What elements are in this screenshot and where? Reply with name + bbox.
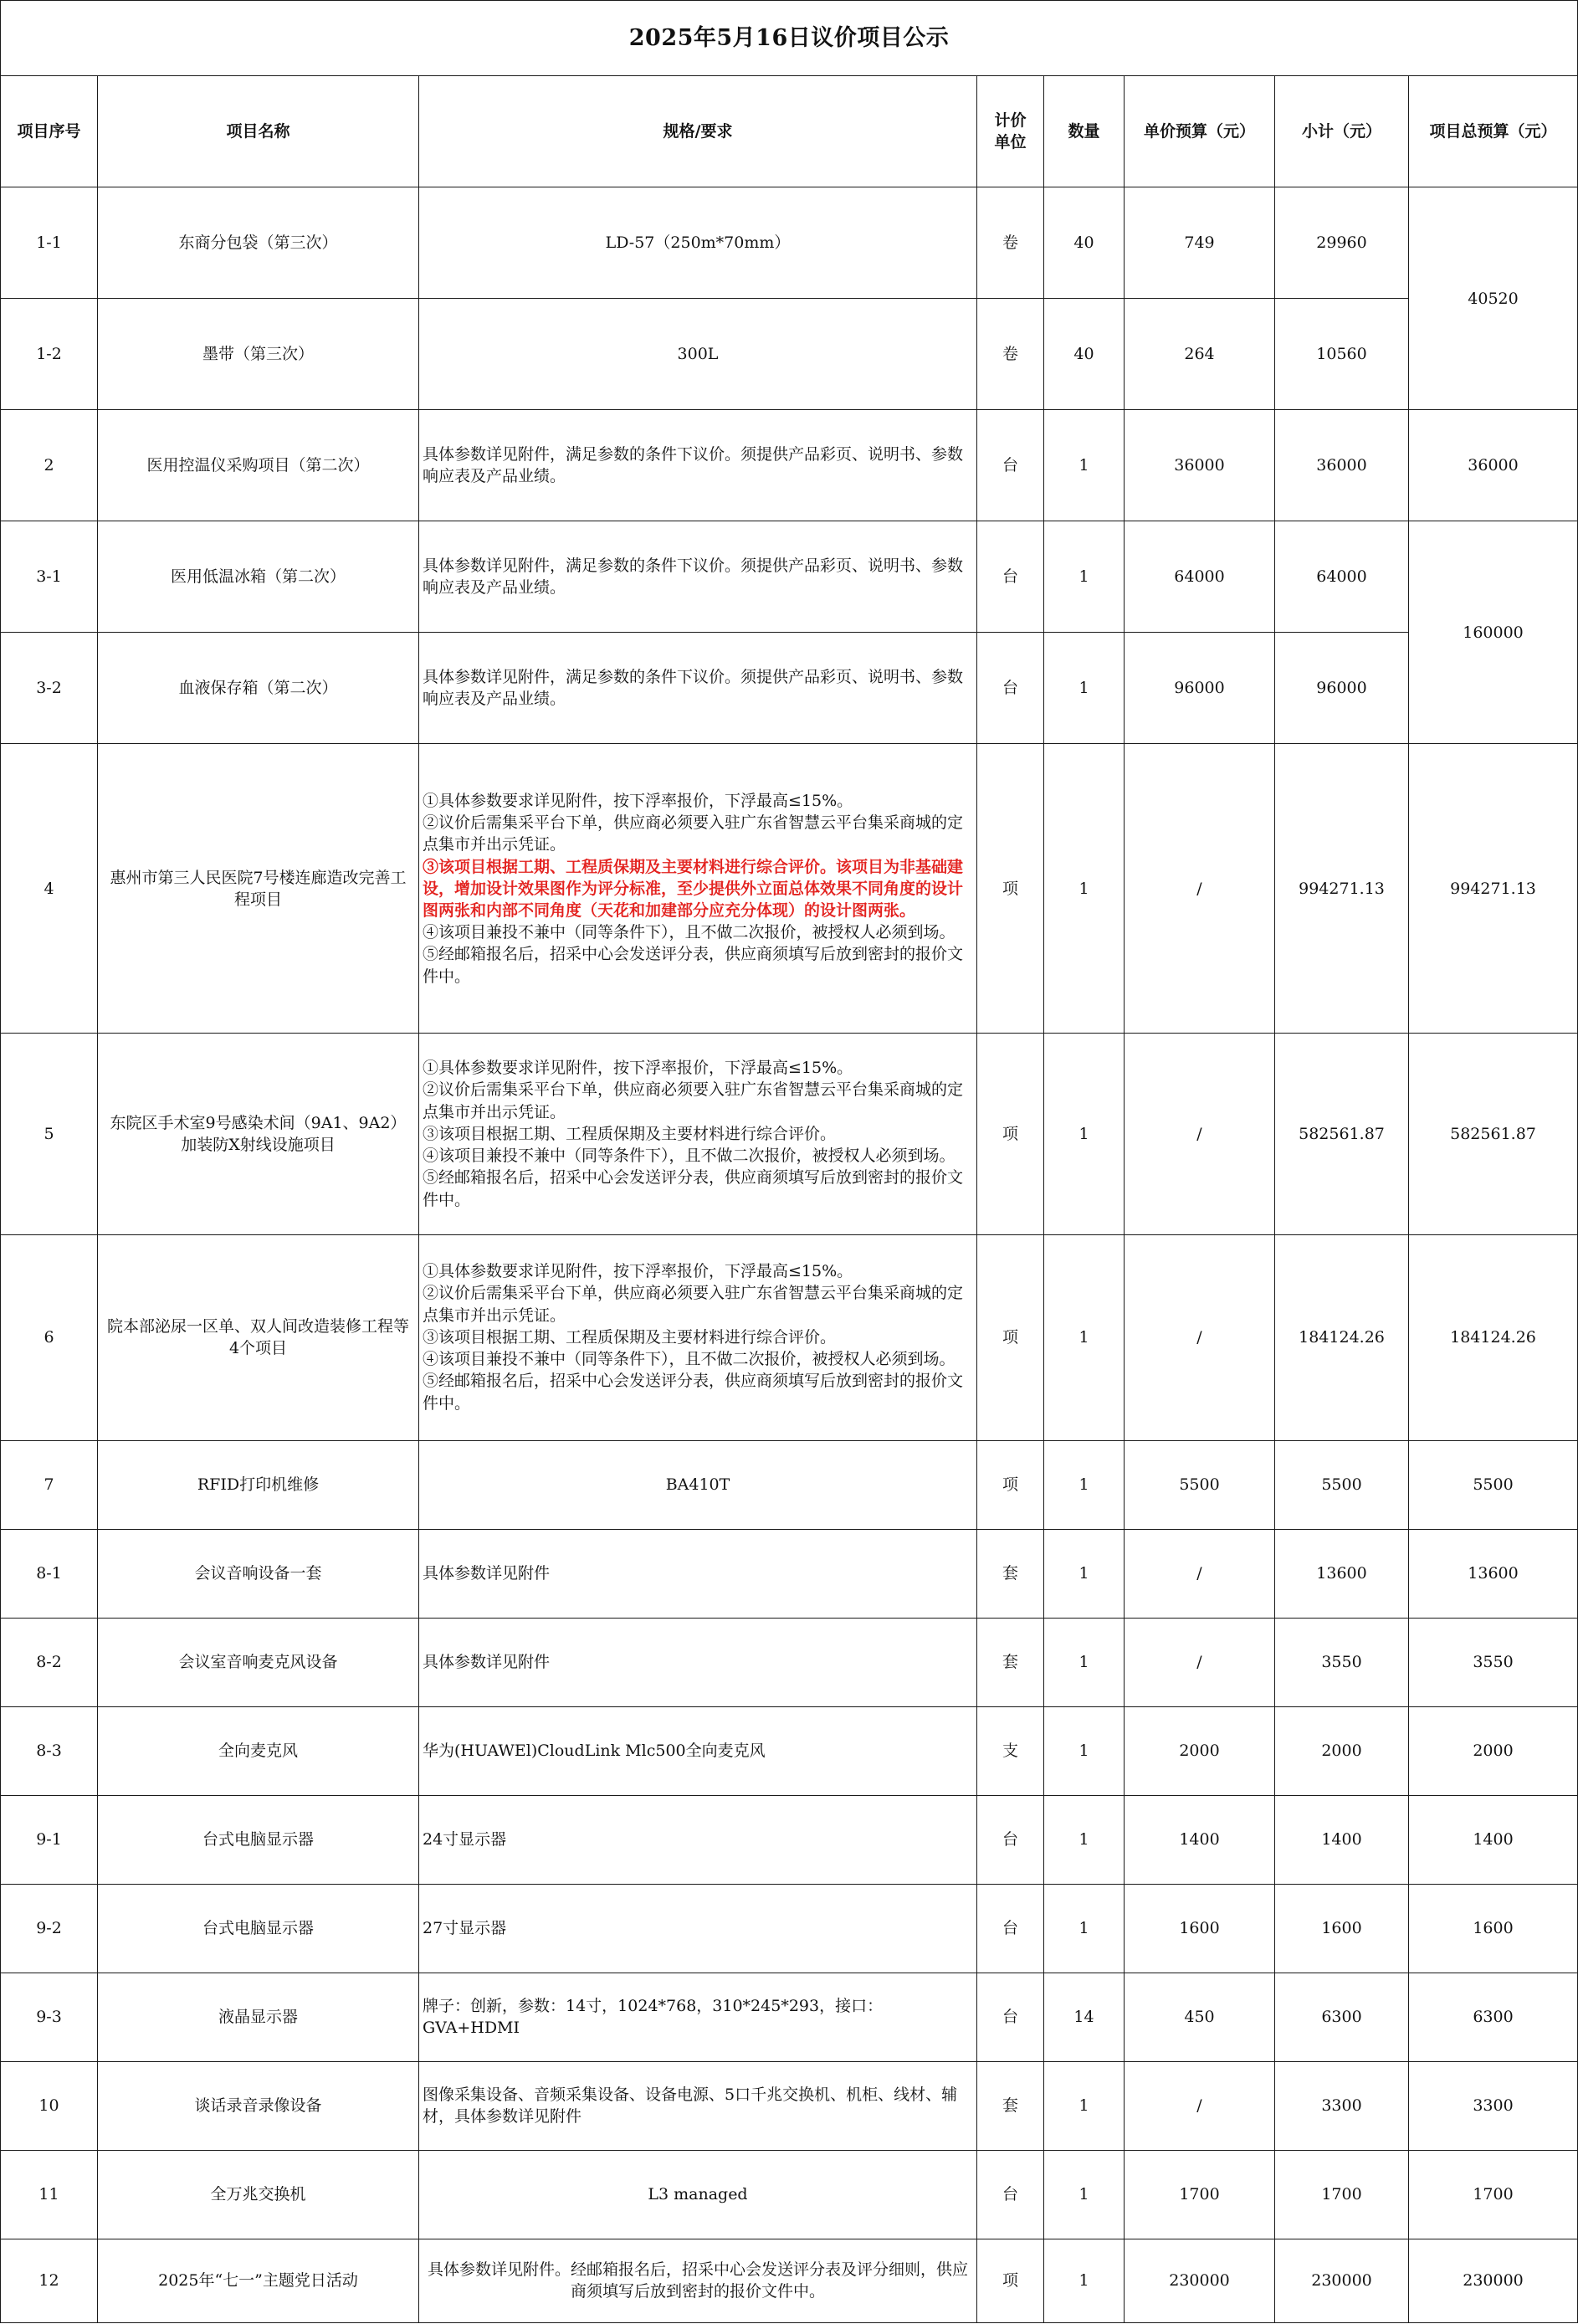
spec-line: 华为(HUAWEl)CloudLink Mlc500全向麦克风 (423, 1742, 766, 1761)
row-subtotal: 1400 (1275, 1795, 1409, 1884)
row-name: 台式电脑显示器 (98, 1884, 419, 1973)
row-subtotal: 582561.87 (1275, 1034, 1409, 1234)
row-total: 3300 (1409, 2061, 1578, 2150)
row-total: 3550 (1409, 1618, 1578, 1706)
spec-line: 具体参数详见附件，满足参数的条件下议价。须提供产品彩页、说明书、参数响应表及产品业绩。 (423, 444, 964, 486)
row-unit-price: 1700 (1125, 2150, 1275, 2239)
row-unit: 项 (977, 1440, 1044, 1529)
row-unit-price: / (1125, 744, 1275, 1034)
row-subtotal: 5500 (1275, 1440, 1409, 1529)
row-qty: 1 (1044, 1440, 1125, 1529)
row-seq: 1-1 (1, 187, 98, 299)
table-row (1, 410, 1578, 521)
row-unit: 台 (977, 1973, 1044, 2061)
row-unit-price: 5500 (1125, 1440, 1275, 1529)
row-qty: 1 (1044, 410, 1125, 521)
table-row (1, 2061, 1578, 2150)
table-row (1, 299, 1578, 410)
row-unit: 台 (977, 521, 1044, 633)
row-unit: 项 (977, 744, 1044, 1034)
row-spec (419, 1234, 977, 1440)
spec-line: 24寸显示器 (423, 1830, 507, 1849)
row-subtotal: 230000 (1275, 2239, 1409, 2322)
row-total: 994271.13 (1409, 744, 1578, 1034)
row-subtotal: 6300 (1275, 1973, 1409, 2061)
spec-line: ⑤经邮箱报名后，招采中心会发送评分表，供应商须填写后放到密封的报价文件中。 (423, 945, 964, 986)
row-seq: 1-2 (1, 299, 98, 410)
table-row (1, 633, 1578, 744)
row-qty: 1 (1044, 1795, 1125, 1884)
header-unit-text: 计价单位 (994, 110, 1027, 152)
row-seq: 2 (1, 410, 98, 521)
spec-line: 牌子：创新，参数：14寸，1024*768，310*245*293，接口：GVA+HDMI (423, 1997, 884, 2038)
row-seq: 5 (1, 1034, 98, 1234)
row-unit: 台 (977, 1795, 1044, 1884)
row-subtotal: 96000 (1275, 633, 1409, 744)
row-subtotal: 64000 (1275, 521, 1409, 633)
table-row (1, 1706, 1578, 1795)
row-subtotal: 1600 (1275, 1884, 1409, 1973)
spec-line: L3 managed (648, 2185, 748, 2204)
row-qty: 1 (1044, 1034, 1125, 1234)
row-seq: 9-3 (1, 1973, 98, 2061)
row-unit-price: 749 (1125, 187, 1275, 299)
row-unit-price: 64000 (1125, 521, 1275, 633)
spec-line: LD-57（250m*70mm） (605, 233, 791, 252)
row-unit-price: 450 (1125, 1973, 1275, 2061)
row-seq: 3-1 (1, 521, 98, 633)
spec-line: 图像采集设备、音频采集设备、设备电源、5口千兆交换机、机柜、线材、辅材，具体参数详见附件 (423, 2085, 958, 2126)
row-unit-price: 1400 (1125, 1795, 1275, 1884)
spec-line: 具体参数详见附件。经邮箱报名后，招采中心会发送评分表及评分细则，供应商须填写后放到密封的报价文件中。 (427, 2260, 968, 2301)
row-qty: 1 (1044, 2061, 1125, 2150)
row-unit: 套 (977, 2061, 1044, 2150)
row-seq: 12 (1, 2239, 98, 2322)
row-total: 160000 (1409, 521, 1578, 744)
spec-line: 27寸显示器 (423, 1919, 507, 1938)
table-row (1, 2239, 1578, 2322)
row-unit: 套 (977, 1618, 1044, 1706)
row-total: 5500 (1409, 1440, 1578, 1529)
spec-line: ①具体参数要求详见附件，按下浮率报价，下浮最高≤15%。 (423, 1262, 853, 1281)
row-subtotal: 994271.13 (1275, 744, 1409, 1034)
spec-line: ④该项目兼投不兼中（同等条件下），且不做二次报价，被授权人必须到场。 (423, 1147, 956, 1166)
header-spec: 规格/要求 (419, 76, 977, 187)
row-unit: 支 (977, 1706, 1044, 1795)
table-row (1, 1884, 1578, 1973)
spec-line: ①具体参数要求详见附件，按下浮率报价，下浮最高≤15%。 (423, 791, 853, 810)
row-qty: 40 (1044, 299, 1125, 410)
spec-line: ③该项目根据工期、工程质保期及主要材料进行综合评价。 (423, 1124, 837, 1143)
row-name: 谈话录音录像设备 (98, 2061, 419, 2150)
header-seq: 项目序号 (1, 76, 98, 187)
spec-line: 具体参数详见附件 (423, 1653, 551, 1672)
table-row (1, 187, 1578, 299)
spec-line: BA410T (665, 1475, 730, 1494)
row-unit-price: 230000 (1125, 2239, 1275, 2322)
row-total: 1700 (1409, 2150, 1578, 2239)
row-seq: 6 (1, 1234, 98, 1440)
row-spec (419, 1529, 977, 1618)
spec-line: 具体参数详见附件，满足参数的条件下议价。须提供产品彩页、说明书、参数响应表及产品业绩。 (423, 668, 964, 709)
row-unit: 卷 (977, 299, 1044, 410)
header-unit (977, 76, 1044, 187)
row-qty: 1 (1044, 1529, 1125, 1618)
table-row (1, 521, 1578, 633)
row-spec (419, 1618, 977, 1706)
row-name: 会议室音响麦克风设备 (98, 1618, 419, 1706)
row-seq: 7 (1, 1440, 98, 1529)
spec-line: ③该项目根据工期、工程质保期及主要材料进行综合评价。该项目为非基础建设，增加设计效果图作为评分标准，至少提供外立面总体效果不同角度的设计图两张和内部不同角度（天花和加建部分应充分体现）的设计图两张。 (423, 857, 964, 920)
row-qty: 1 (1044, 521, 1125, 633)
row-spec (419, 1795, 977, 1884)
row-spec (419, 2150, 977, 2239)
row-unit: 套 (977, 1529, 1044, 1618)
row-name: 台式电脑显示器 (98, 1795, 419, 1884)
table-row (1, 1973, 1578, 2061)
row-subtotal: 3550 (1275, 1618, 1409, 1706)
row-name: 液晶显示器 (98, 1973, 419, 2061)
row-name: 东院区手术室9号感染术间（9A1、9A2）加装防X射线设施项目 (98, 1034, 419, 1234)
spec-line: ⑤经邮箱报名后，招采中心会发送评分表，供应商须填写后放到密封的报价文件中。 (423, 1372, 964, 1413)
table-row (1, 1529, 1578, 1618)
spec-line: ②议价后需集采平台下单，供应商必须要入驻广东省智慧云平台集采商城的定点集市并出示凭证。 (423, 1284, 964, 1325)
row-seq: 4 (1, 744, 98, 1034)
header-subtotal: 小计（元） (1275, 76, 1409, 187)
page-title: 2025年5月16日议价项目公示 (1, 1, 1578, 76)
row-name: 血液保存箱（第二次） (98, 633, 419, 744)
row-qty: 1 (1044, 1618, 1125, 1706)
spec-line: 具体参数详见附件，满足参数的条件下议价。须提供产品彩页、说明书、参数响应表及产品业绩。 (423, 557, 964, 598)
row-seq: 8-2 (1, 1618, 98, 1706)
row-spec (419, 410, 977, 521)
header-name: 项目名称 (98, 76, 419, 187)
row-spec (419, 187, 977, 299)
row-name: 东商分包袋（第三次） (98, 187, 419, 299)
row-qty: 1 (1044, 633, 1125, 744)
header-row (1, 76, 1578, 187)
row-subtotal: 10560 (1275, 299, 1409, 410)
row-name: 全向麦克风 (98, 1706, 419, 1795)
row-spec (419, 2239, 977, 2322)
row-qty: 1 (1044, 2150, 1125, 2239)
row-total: 1400 (1409, 1795, 1578, 1884)
row-name: RFID打印机维修 (98, 1440, 419, 1529)
row-total: 13600 (1409, 1529, 1578, 1618)
row-unit: 卷 (977, 187, 1044, 299)
row-subtotal: 36000 (1275, 410, 1409, 521)
spec-line: ②议价后需集采平台下单，供应商必须要入驻广东省智慧云平台集采商城的定点集市并出示凭证。 (423, 1080, 964, 1121)
row-unit-price: / (1125, 1234, 1275, 1440)
title-row (1, 1, 1578, 76)
row-name: 2025年“七一”主题党日活动 (98, 2239, 419, 2322)
row-name: 会议音响设备一套 (98, 1529, 419, 1618)
row-unit: 台 (977, 1884, 1044, 1973)
spec-line: ②议价后需集采平台下单，供应商必须要入驻广东省智慧云平台集采商城的定点集市并出示凭证。 (423, 813, 964, 854)
table-row (1, 744, 1578, 1034)
table-row (1, 1234, 1578, 1440)
row-unit-price: 2000 (1125, 1706, 1275, 1795)
row-spec (419, 1440, 977, 1529)
row-name: 院本部泌尿一区单、双人间改造装修工程等4个项目 (98, 1234, 419, 1440)
table-row (1, 1440, 1578, 1529)
row-qty: 40 (1044, 187, 1125, 299)
row-spec (419, 299, 977, 410)
row-spec (419, 1973, 977, 2061)
row-unit: 台 (977, 410, 1044, 521)
row-qty: 1 (1044, 1706, 1125, 1795)
spec-line: ④该项目兼投不兼中（同等条件下），且不做二次报价，被授权人必须到场。 (423, 1350, 956, 1369)
row-spec (419, 1034, 977, 1234)
row-unit-price: / (1125, 1034, 1275, 1234)
row-spec (419, 633, 977, 744)
row-name: 医用控温仪采购项目（第二次） (98, 410, 419, 521)
spec-line: ④该项目兼投不兼中（同等条件下），且不做二次报价，被授权人必须到场。 (423, 923, 956, 942)
row-seq: 8-3 (1, 1706, 98, 1795)
table-row (1, 1795, 1578, 1884)
row-total: 40520 (1409, 187, 1578, 410)
row-total: 6300 (1409, 1973, 1578, 2061)
table-row (1, 1034, 1578, 1234)
row-unit-price: / (1125, 1618, 1275, 1706)
spec-line: 300L (677, 345, 719, 364)
row-qty: 1 (1044, 744, 1125, 1034)
header-qty: 数量 (1044, 76, 1125, 187)
row-unit: 台 (977, 633, 1044, 744)
row-total: 36000 (1409, 410, 1578, 521)
row-subtotal: 13600 (1275, 1529, 1409, 1618)
row-seq: 9-1 (1, 1795, 98, 1884)
row-unit-price: 1600 (1125, 1884, 1275, 1973)
row-unit-price: / (1125, 1529, 1275, 1618)
row-subtotal: 29960 (1275, 187, 1409, 299)
spec-line: 具体参数详见附件 (423, 1564, 551, 1583)
row-spec (419, 1706, 977, 1795)
row-total: 2000 (1409, 1706, 1578, 1795)
row-subtotal: 3300 (1275, 2061, 1409, 2150)
row-unit-price: 36000 (1125, 410, 1275, 521)
row-total: 582561.87 (1409, 1034, 1578, 1234)
row-qty: 1 (1044, 2239, 1125, 2322)
row-spec (419, 1884, 977, 1973)
row-spec (419, 2061, 977, 2150)
row-name: 墨带（第三次） (98, 299, 419, 410)
row-total: 1600 (1409, 1884, 1578, 1973)
row-seq: 8-1 (1, 1529, 98, 1618)
row-total: 230000 (1409, 2239, 1578, 2322)
row-subtotal: 1700 (1275, 2150, 1409, 2239)
row-seq: 3-2 (1, 633, 98, 744)
row-seq: 11 (1, 2150, 98, 2239)
row-name: 医用低温冰箱（第二次） (98, 521, 419, 633)
row-unit: 项 (977, 1034, 1044, 1234)
row-seq: 9-2 (1, 1884, 98, 1973)
spec-line: ③该项目根据工期、工程质保期及主要材料进行综合评价。 (423, 1327, 837, 1347)
row-name: 全万兆交换机 (98, 2150, 419, 2239)
row-spec (419, 521, 977, 633)
row-unit-price: 96000 (1125, 633, 1275, 744)
table-row (1, 1618, 1578, 1706)
row-qty: 14 (1044, 1973, 1125, 2061)
row-total: 184124.26 (1409, 1234, 1578, 1440)
row-unit: 项 (977, 1234, 1044, 1440)
row-unit-price: 264 (1125, 299, 1275, 410)
row-unit-price: / (1125, 2061, 1275, 2150)
row-subtotal: 184124.26 (1275, 1234, 1409, 1440)
header-total: 项目总预算（元） (1409, 76, 1578, 187)
spec-line: ⑤经邮箱报名后，招采中心会发送评分表，供应商须填写后放到密封的报价文件中。 (423, 1168, 964, 1209)
header-unit-price: 单价预算（元） (1125, 76, 1275, 187)
row-unit: 项 (977, 2239, 1044, 2322)
row-seq: 10 (1, 2061, 98, 2150)
row-subtotal: 2000 (1275, 1706, 1409, 1795)
row-unit: 台 (977, 2150, 1044, 2239)
spec-line: ①具体参数要求详见附件，按下浮率报价，下浮最高≤15%。 (423, 1059, 853, 1078)
row-spec (419, 744, 977, 1034)
row-qty: 1 (1044, 1884, 1125, 1973)
row-qty: 1 (1044, 1234, 1125, 1440)
table-row (1, 2150, 1578, 2239)
row-name: 惠州市第三人民医院7号楼连廊造改完善工程项目 (98, 744, 419, 1034)
